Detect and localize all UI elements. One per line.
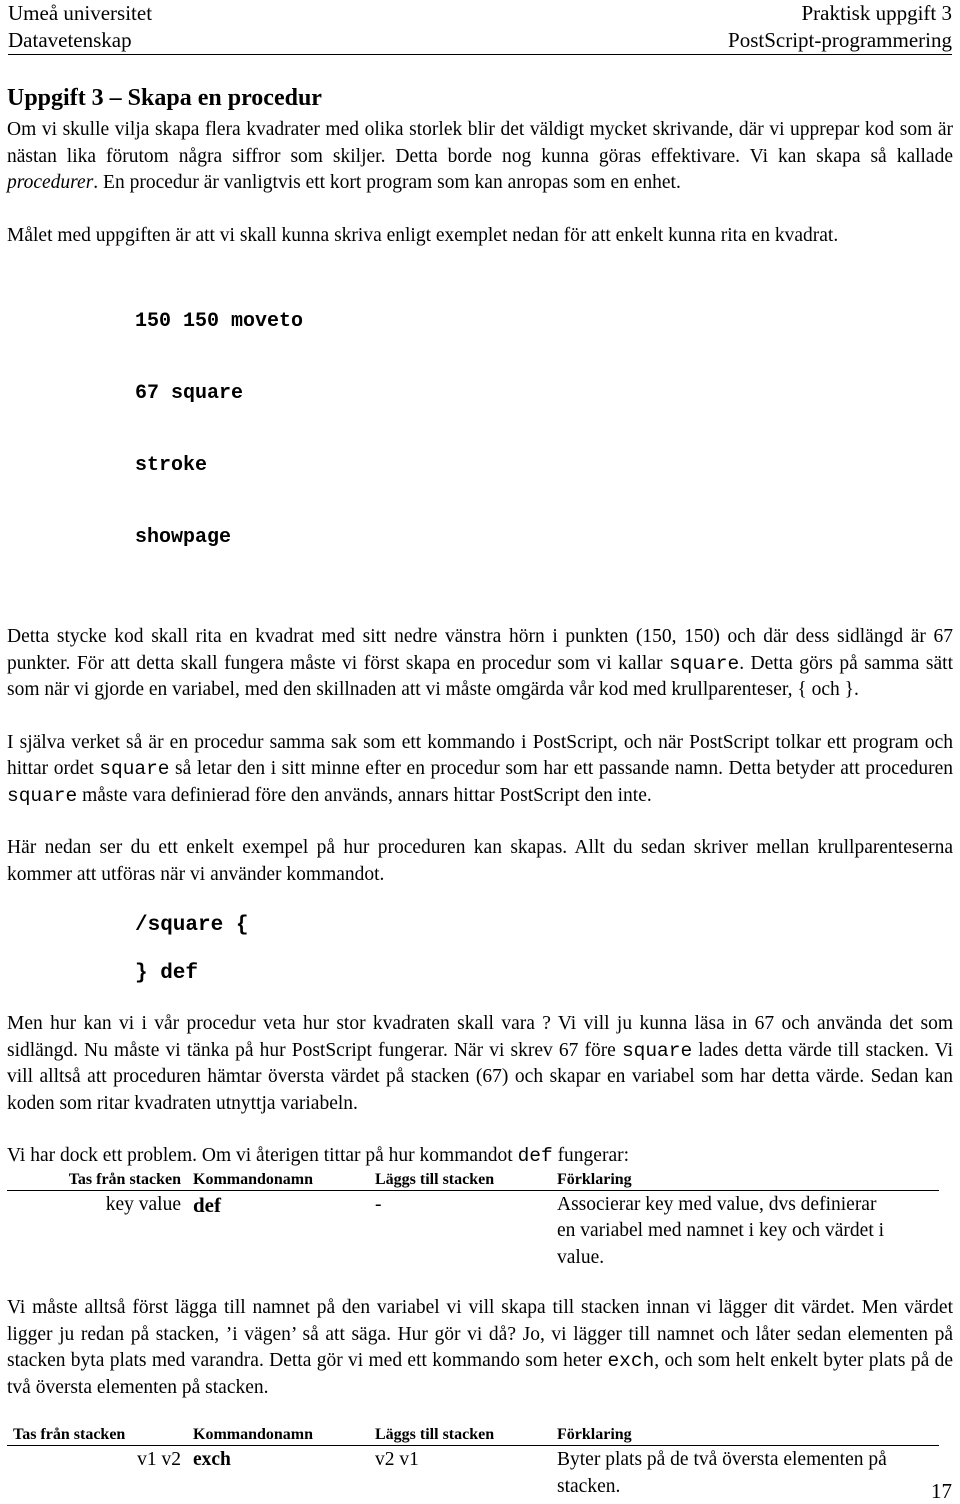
header-assignment: Praktisk uppgift 3 [801, 1, 952, 25]
cell-command: exch [193, 1449, 231, 1470]
paragraph-text: måste vara definierad före den används, annars hittar PostScript den inte. [77, 784, 652, 806]
cell-input: v1 v2 [137, 1449, 181, 1470]
code-example-usage [135, 262, 953, 598]
inline-code: square [99, 758, 170, 780]
col-header-input: Tas från stacken [7, 1425, 187, 1446]
page-number: 17 [931, 1479, 952, 1503]
paragraph-intro-text: Om vi skulle vilja skapa flera kvadrater med olika storlek blir det väldigt mycket skrivande, där vi upprepar kod som är nästan lika förutom några siffror som skiljer. Detta borde nog kunna göras effektivare. Vi kan skapa så kallade [7, 119, 953, 167]
paragraph-stack [7, 1011, 953, 1117]
paragraph-text: Vi har dock ett problem. Om vi återigen tittar på hur kommandot [7, 1145, 518, 1166]
section-title: Uppgift 3 – Skapa en procedur [7, 85, 322, 111]
paragraph-intro [7, 117, 953, 197]
paragraph-text: så letar den i sitt minne efter en procedur som har ett passande namn. Detta betyder att proceduren [169, 758, 953, 779]
def-command-table [7, 1170, 939, 1272]
paragraph-text: I själva verket så är en procedur samma sak som ett kommando i PostScript, och när PostScript tolkar ett program och hittar ordet [7, 731, 953, 779]
paragraph-text: Detta stycke kod skall rita en kvadrat med sitt nedre vänstra hörn i punkten (150, 150) och där dess sidlängd är 67 punkter. För att detta skall fungera måste vi först skapa en procedur som vi kallar [7, 626, 953, 674]
inline-code: square [7, 784, 78, 807]
cell-description: Associerar key med value, dvs definierar en variabel med namnet i key och värdet i value. [557, 1193, 885, 1268]
paragraph-text: Men hur kan vi i vår procedur veta hur stor kvadraten skall vara ? Vi vill ju kunna läsa in 67 och använda det som sidlängd. Nu måste vi tänka på hur PostScript fungerar. När vi skrev 67 före [7, 1013, 953, 1061]
term-procedurer: procedurer [7, 172, 94, 193]
inline-code: square [668, 652, 740, 675]
col-header-output: Läggs till stacken [369, 1170, 551, 1191]
paragraph-exch [7, 1295, 953, 1401]
paragraph-procedure-command [7, 730, 953, 810]
cell-command: def [193, 1192, 221, 1217]
col-header-description: Förklaring [551, 1425, 939, 1446]
paragraph-intro-text-end: . En procedur är vanligtvis ett kort program som kan anropas som en enhet. [93, 172, 681, 193]
paragraph-explanation [7, 624, 953, 704]
paragraph-example-intro: Här nedan ser du ett enkelt exempel på hur proceduren kan skapas. Allt du sedan skriver mellan krullparenteserna kommer att utföras när vi använder kommandot. [7, 837, 953, 885]
header-course: PostScript-programmering [728, 28, 952, 52]
table-row [7, 1446, 939, 1501]
code-line: 67 square [135, 382, 244, 405]
cell-input: key value [105, 1193, 181, 1215]
code-example-definition [135, 913, 953, 987]
table-header-row [7, 1425, 939, 1446]
paragraph-text: . Detta görs på samma sätt som när vi gjorde en variabel, med den skillnaden att vi måste omgärda vår kod med krullparenteser, { och }. [7, 652, 954, 700]
header-department: Datavetenskap [8, 28, 132, 52]
code-line: showpage [135, 526, 232, 549]
inline-code: def [517, 1145, 553, 1167]
inline-code: exch [607, 1350, 655, 1372]
col-header-command: Kommandonamn [187, 1170, 369, 1191]
col-header-input: Tas från stacken [7, 1170, 187, 1191]
col-header-command: Kommandonamn [187, 1425, 369, 1446]
paragraph-goal: Målet med uppgiften är att vi skall kunna skriva enligt exemplet nedan för att enkelt kunna rita en kvadrat. [7, 224, 839, 246]
code-line: /square { [135, 914, 249, 937]
cell-output: v2 v1 [375, 1449, 419, 1470]
paragraph-problem [7, 1143, 953, 1170]
table-header-row [7, 1170, 939, 1191]
paragraph-text: lades detta värde till stacken. Vi vill alltså att proceduren hämtar översta värdet på stacken (67) och skapar en variabel som har detta värde. Sedan kan koden som ritar kvadraten utnyttja variabeln. [7, 1039, 953, 1114]
code-line: 150 150 moveto [135, 310, 304, 333]
code-line: } def [135, 962, 199, 985]
col-header-description: Förklaring [551, 1170, 939, 1191]
code-line: stroke [135, 454, 208, 477]
document-body [7, 83, 953, 1500]
table-row [7, 1190, 939, 1271]
header-university: Umeå universitet [8, 1, 153, 25]
col-header-output: Läggs till stacken [369, 1425, 551, 1446]
paragraph-text: Vi måste alltså först lägga till namnet på den variabel vi vill skapa till stacken innan vi lägger dit värdet. Men värdet ligger ju redan på stacken, ’i vägen’ så att säga. Hur gör vi då? Jo, vi lägger till namnet och låter sedan elementen på stacken byta plats med varandra. Detta gör vi med ett kommando som heter [7, 1297, 953, 1371]
page-header [8, 0, 952, 55]
exch-command-table [7, 1425, 939, 1500]
cell-output: - [375, 1193, 382, 1215]
paragraph-text: fungerar: [552, 1145, 630, 1166]
paragraph-text: , och som helt enkelt byter plats på de två översta elementen på stacken. [7, 1350, 953, 1398]
cell-description: Byter plats på de två översta elementen på stacken. [557, 1449, 887, 1497]
inline-code: square [621, 1039, 693, 1062]
